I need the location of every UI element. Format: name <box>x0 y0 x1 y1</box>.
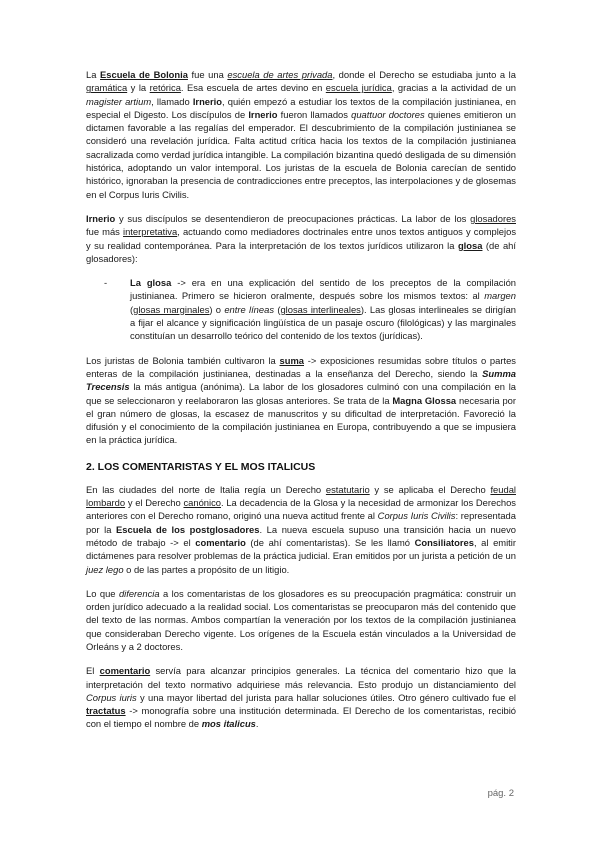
text-run: , quién empezó a estudiar los textos de la compilación justinianea, en especial el Digesto. Los discípulos de <box>86 95 516 120</box>
term-irnerio: Irnerio <box>192 95 223 107</box>
text-run: Los juristas de Bolonia también cultivaron la <box>86 354 280 366</box>
term-summa-trecensis: Summa Trecensis <box>86 367 516 393</box>
term-irnerio: Irnerio <box>86 212 116 224</box>
text-run: , llamado <box>151 95 193 107</box>
paragraph-bologna-school <box>86 68 516 201</box>
text-run: , actuando como mediadores doctrinales entre unos textos antiguos y complejos y su realidad contemporánea. Para la interpretación de los textos jurídicos utilizaron la <box>86 226 517 251</box>
text-run: y se aplicaba el Derecho <box>369 483 491 495</box>
term-glosa: glosa <box>457 239 483 251</box>
term-margen: margen <box>484 290 516 302</box>
term-la-glosa: La glosa <box>130 277 172 289</box>
text-run: (de ahí glosadores): <box>86 239 516 264</box>
term-magister-artium: magister artium <box>86 95 152 107</box>
term-mos-italicus: mos italicus <box>201 718 256 730</box>
term-estatutario: estatutario <box>325 483 370 495</box>
term-suma: suma <box>279 354 304 366</box>
text-run: y el Derecho <box>125 497 184 509</box>
text-run: la más antigua (anónima). La labor de los glosadores culminó con una compilación en la que se seleccionaron y reelaboraron las glosas anteriores. Se trata de la <box>86 381 516 406</box>
term-escuela-postglosadores: Escuela de los postglosadores <box>116 523 260 535</box>
text-run: a los comentaristas de los glosadores es su preocupación pragmática: construir un orden jurídico adecuado a la realidad social. Los comentaristas se preocuparon más del contenido que del texto de las normas. Ambos compartían la veneración por los textos de la compilación justinianea que consideraban Derecho vigente. Los orígenes de la Escuela están vinculados a la Universidad de Orleáns y a 2 doctores. <box>86 587 517 652</box>
text-run: ( <box>130 303 134 315</box>
text-run: , al emitir dictámenes para resolver problemas de la práctica judicial. Eran emitidos por un jurista a petición de un <box>86 536 516 562</box>
text-run: -> exposiciones resumidas sobre títulos o partes enteras de la compilación justinianea, destinadas a la enseñanza del Derecho, siendo la <box>86 354 516 379</box>
text-run: (de ahí comentaristas). Se les llamó <box>245 536 415 548</box>
text-run: o de las partes a propósito de un litigio. <box>123 563 290 575</box>
text-run: y la <box>127 82 150 94</box>
text-run: : representada por la <box>86 510 516 535</box>
term-feudal-lombardo: feudal lombardo <box>86 483 516 509</box>
term-escuela-de-artes: escuela de artes privada <box>227 69 333 80</box>
term-juez-lego: juez lego <box>86 563 124 575</box>
text-run: ) o <box>209 303 225 315</box>
document-body <box>86 68 516 731</box>
term-retorica: retórica <box>149 82 181 94</box>
term-escuela-de-bolonia: Escuela de Bolonia <box>100 69 188 80</box>
term-consiliatores: Consiliatores <box>414 536 474 548</box>
text-run: En las ciudades del norte de Italia regía un Derecho <box>86 483 326 495</box>
term-magna-glossa: Magna Glossa <box>392 394 457 406</box>
list-item-glosa <box>104 276 516 342</box>
text-run: , gracias a la actividad de un <box>391 82 516 94</box>
text-run: . La nueva escuela supuso una transición hacia un nuevo método de trabajo -> el <box>86 523 516 548</box>
term-corpus-iuris-civilis: Corpus Iuris Civilis <box>377 510 456 522</box>
term-quattuor-doctores: quattuor doctores <box>351 108 425 120</box>
text-run: fue una <box>187 69 228 80</box>
section-heading: 2. LOS COMENTARISTAS Y EL MOS ITALICUS <box>86 460 316 473</box>
text-run: fueron llamados <box>277 108 352 120</box>
text-run: y sus discípulos se desentendieron de preocupaciones prácticas. La labor de los <box>115 212 471 224</box>
text-run: ). Las glosas interlineales se dirigían a fijar el alcance y significación lingüística de un pasaje oscuro (filológicas) y las marginales constituían un desarrollo teórico del contenido de los textos (jurídicas). <box>130 303 516 342</box>
page-number: pág. 2 <box>487 788 514 799</box>
term-escuela-juridica: escuela jurídica <box>325 82 392 94</box>
term-corpus-iuris: Corpus iuris <box>86 691 137 703</box>
term-gramatica: gramática <box>86 82 128 94</box>
term-irnerio: Irnerio <box>248 108 278 120</box>
bullet-dash: - <box>104 277 108 289</box>
term-tractatus: tractatus <box>86 705 126 717</box>
text-run: El <box>86 665 100 677</box>
text-run: ( <box>274 303 281 315</box>
text-run: La <box>86 69 101 80</box>
term-entre-lineas: entre líneas <box>224 303 275 315</box>
text-run: , donde el Derecho se estudiaba junto a la <box>332 69 516 80</box>
text-run: -> era en una explicación del sentido de los preceptos de la compilación justinianea. Primero se hicieron oralmente, después sobre los mismos textos: al <box>130 277 517 302</box>
text-run: . La decadencia de la Glosa y la necesidad de armonizar los Derechos anteriores con el Derecho romano, originó una nueva actitud frente al <box>86 497 516 522</box>
paragraph-suma <box>86 354 516 447</box>
text-run: servía para alcanzar principios generales. La técnica del comentario hizo que la interpretación del texto normativo adquiriese más relevancia. Esto produjo un distanciamiento del <box>86 665 516 690</box>
list-item-text <box>130 276 516 342</box>
term-comentario: comentario <box>99 665 151 677</box>
paragraph-comentario <box>86 664 516 730</box>
text-run: quienes emitieron un dictamen favorable a las regalías del emperador. El descubrimiento de la compilación justinianea se consideró una revelación jurídica. Falta actitud crítica hacia los textos de la compilación justinianea sacralizada como verdad jurídica intangible. La compilación bizantina quedó desligada de su dimensión histórica, adoptando un valor intemporal. Los juristas de la escuela de Bolonia carecían de sentido histórico, ignoraban la presencia de contradicciones entre preceptos, las interpolaciones y de glosemas en el Corpus Iuris Civilis. <box>86 108 516 200</box>
text-run: . Esa escuela de artes devino en <box>180 82 326 94</box>
term-canonico: canónico <box>183 497 221 509</box>
term-diferencia: diferencia <box>118 587 160 599</box>
paragraph-diferencia <box>86 587 516 653</box>
term-interpretativa: interpretativa <box>123 226 178 238</box>
text-run: -> monografía sobre una institución determinada. El Derecho de los comentaristas, recibió con el tiempo el nombre de <box>86 705 516 730</box>
text-run: fue más <box>86 226 124 238</box>
text-run: Lo que <box>86 587 119 599</box>
term-glosas-marginales: glosas marginales <box>133 303 210 315</box>
term-comentario: comentario <box>195 536 246 548</box>
text-run: necesaria por el gran número de glosas, la escasez de manuscritos y su dificultad de interpretación. Favoreció la difusión y el conocimiento de la compilación justinianea en Europa, contribuyendo a que se impusiera en la práctica jurídica. <box>86 394 516 446</box>
text-run: . <box>255 718 259 730</box>
text-run: y una mayor libertad del jurista para hallar soluciones útiles. Otro género cultivado fue el <box>136 691 517 703</box>
term-glosas-interlineales: glosas interlineales <box>280 303 361 315</box>
paragraph-glosadores <box>86 212 516 265</box>
term-glosadores: glosadores <box>470 212 516 224</box>
paragraph-comentaristas <box>86 483 516 576</box>
